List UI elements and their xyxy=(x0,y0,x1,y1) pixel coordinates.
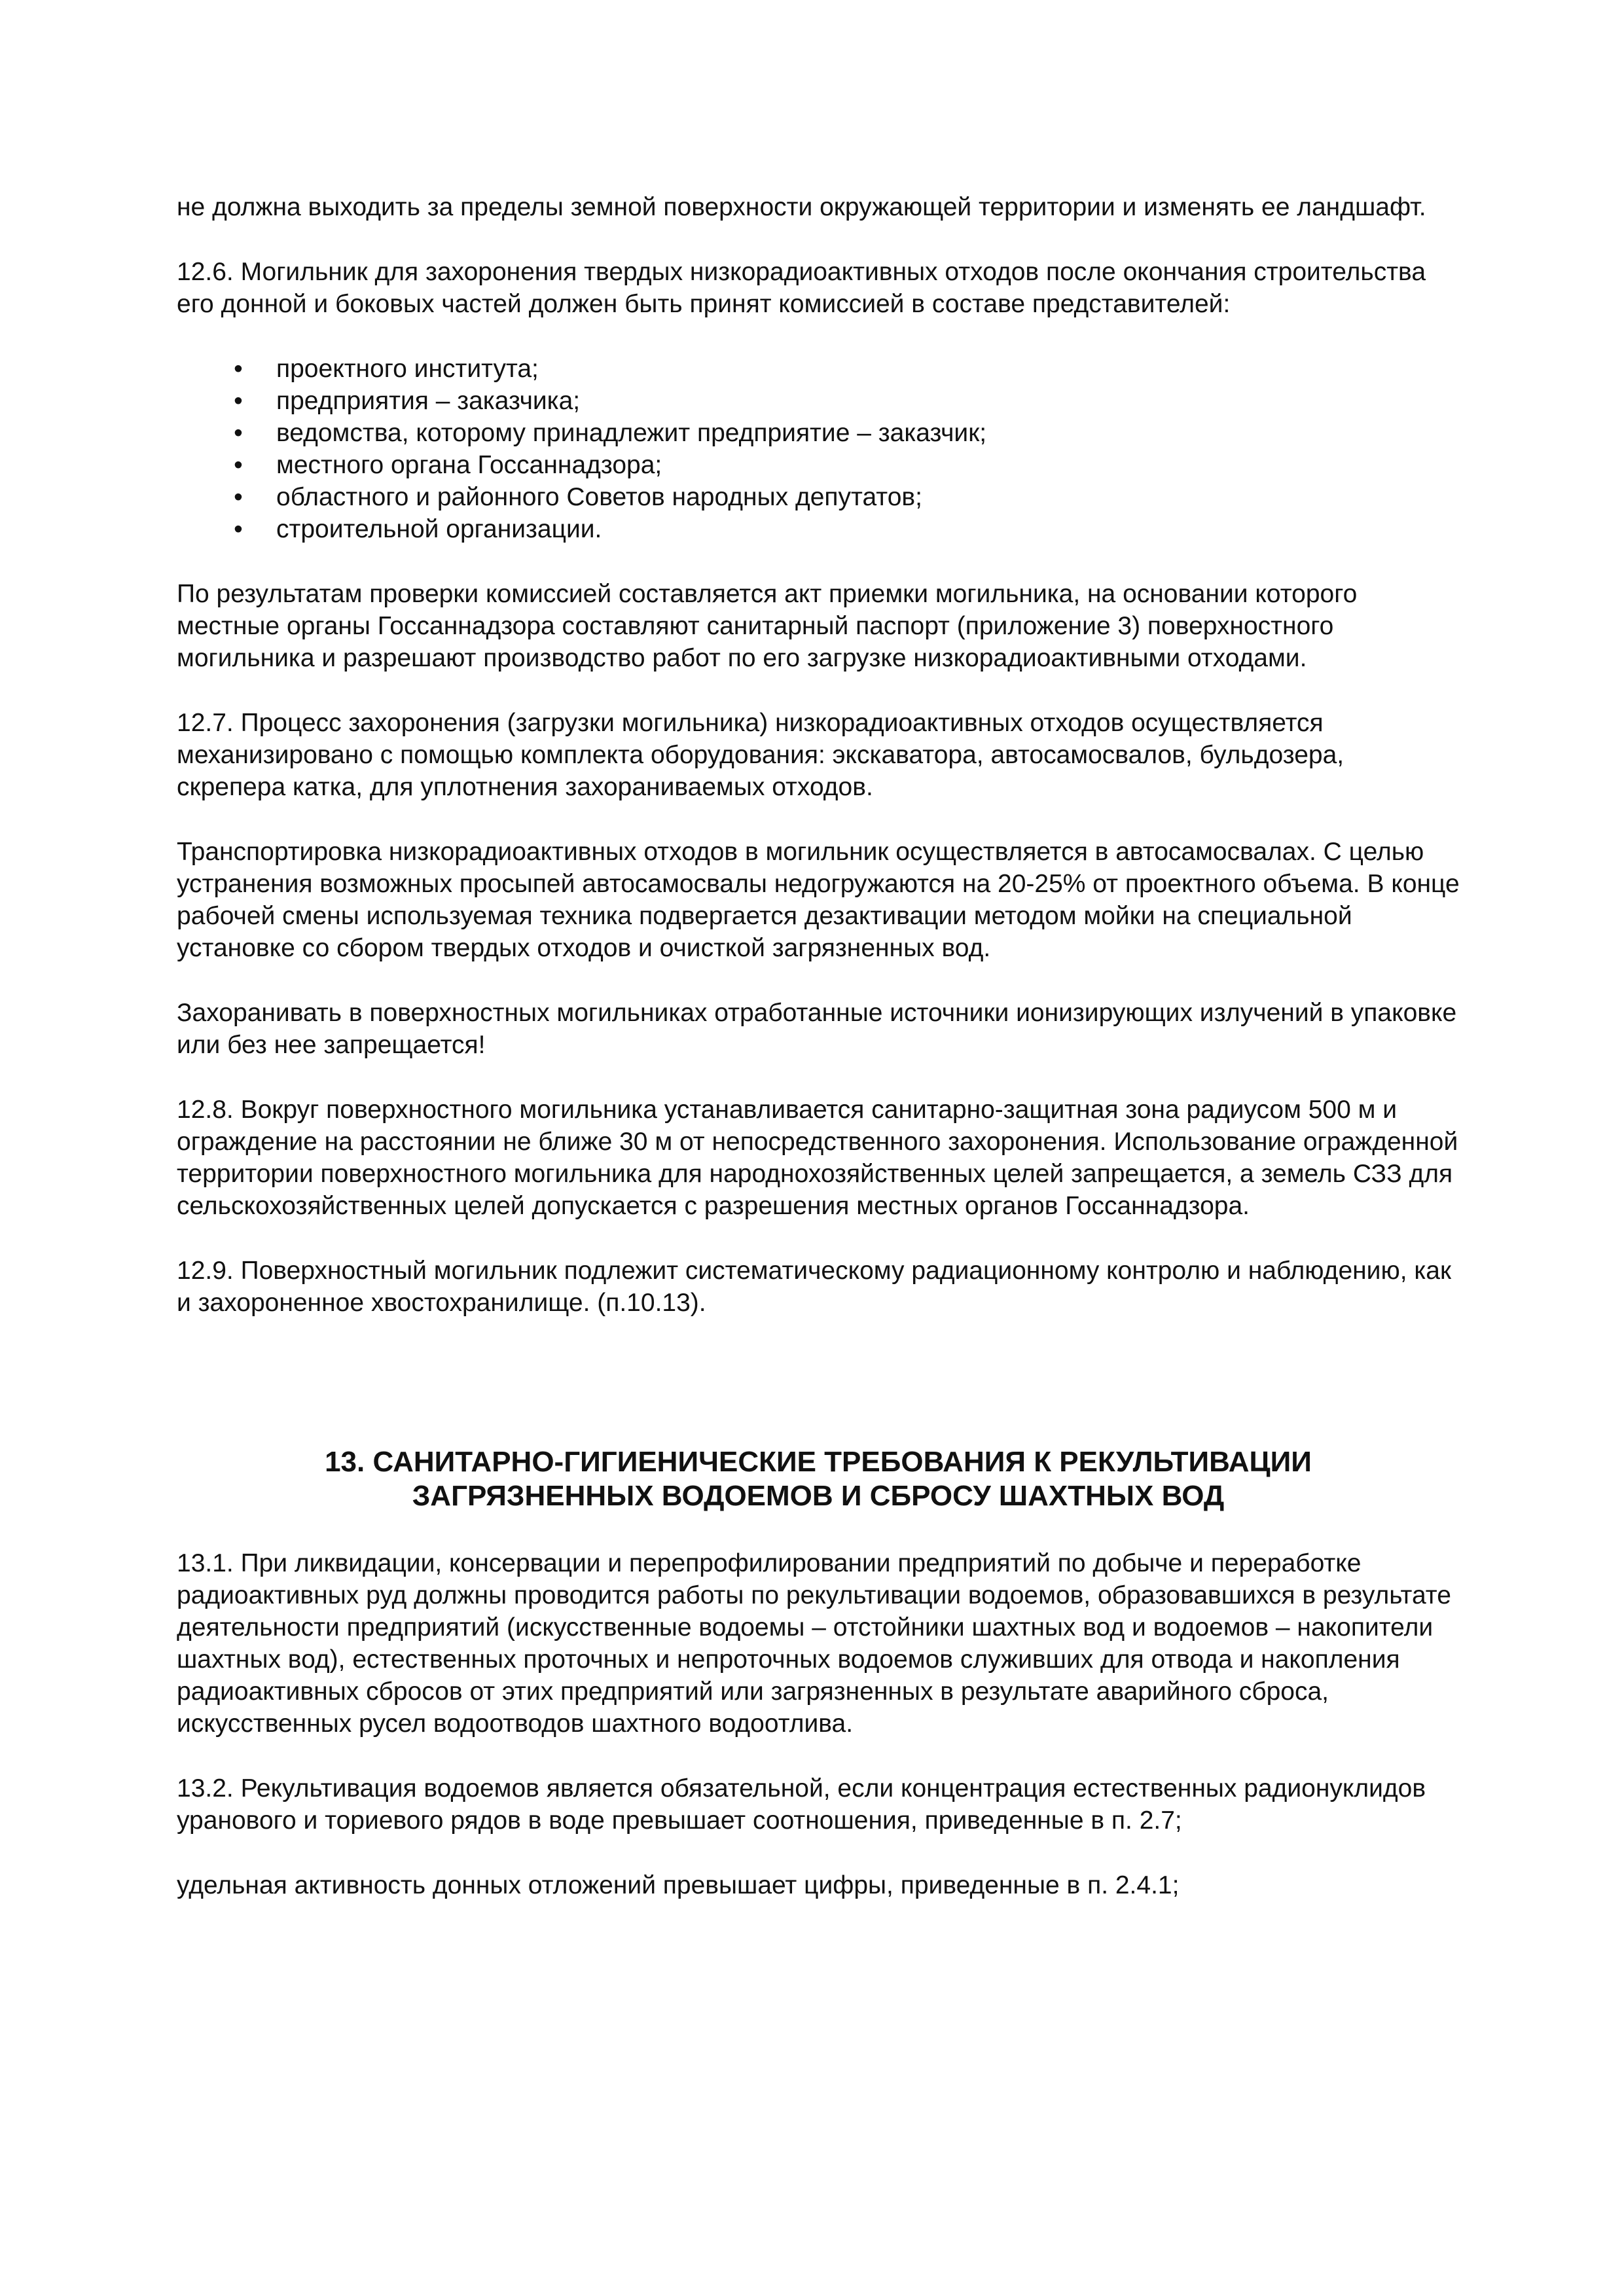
list-item xyxy=(177,481,1460,513)
paragraph-13-1: 13.1. При ликвидации, консервации и перепрофилировании предприятий по добыче и переработке радиоактивных руд должны проводится работы по рекультивации водоемов, образовавшихся в результате деятельности предприятий (искусственные водоемы – отстойники шахтных вод и водоемов – накопители шахтных вод), естественных проточных и непроточных водоемов служивших для отвода и накопления радиоактивных сбросов от этих предприятий или загрязненных в результате аварийного сброса, искусственных русел водоотводов шахтного водоотлива. xyxy=(177,1549,1451,1738)
document-page xyxy=(177,191,1460,1934)
list-item-text: местного органа Госсаннадзора; xyxy=(276,451,662,479)
bullet-icon: • xyxy=(234,355,243,383)
paragraph-landscape: не должна выходить за пределы земной поверхности окружающей территории и изменять ее ландшафт. xyxy=(177,193,1426,221)
heading-line-1: 13. САНИТАРНО-ГИГИЕНИЧЕСКИЕ ТРЕБОВАНИЯ К РЕКУЛЬТИВАЦИИ xyxy=(325,1446,1312,1478)
heading-line-2: ЗАГРЯЗНЕННЫХ ВОДОЕМОВ И СБРОСУ ШАХТНЫХ ВОД xyxy=(412,1480,1225,1512)
bullet-icon: • xyxy=(234,451,243,479)
bullet-icon: • xyxy=(234,419,243,447)
paragraph-acceptance-act: По результатам проверки комиссией составляется акт приемки могильника, на основании которого местные органы Госсаннадзора составляют санитарный паспорт (приложение 3) поверхностного могильника и разрешают производство работ по его загрузке низкорадиоактивными отходами. xyxy=(177,580,1358,672)
list-item-text: проектного института; xyxy=(276,355,539,383)
list-item xyxy=(177,449,1460,481)
list-item xyxy=(177,417,1460,449)
list-item xyxy=(177,513,1460,545)
paragraph-prohibition: Захоранивать в поверхностных могильниках отработанные источники ионизирующих излучений в упаковке или без нее запрещается! xyxy=(177,999,1457,1059)
list-item-text: областного и районного Советов народных депутатов; xyxy=(276,483,922,511)
bullet-icon: • xyxy=(234,515,243,543)
list-item-text: ведомства, которому принадлежит предприятие – заказчик; xyxy=(276,419,987,447)
list-item xyxy=(177,353,1460,385)
paragraph-13-2: 13.2. Рекультивация водоемов является обязательной, если концентрация естественных радионуклидов уранового и ториевого рядов в воде превышает соотношения, приведенные в п. 2.7; xyxy=(177,1774,1426,1835)
paragraph-12-8: 12.8. Вокруг поверхностного могильника устанавливается санитарно-защитная зона радиусом 500 м и ограждение на расстоянии не ближе 30 м от непосредственного захоронения. Использование огражденной территории поверхностного могильника для народнохозяйственных целей запрещается, а земель СЗЗ для сельскохозяйственных целей допускается с разрешения местных органов Госсаннадзора. xyxy=(177,1096,1458,1220)
paragraph-12-6: 12.6. Могильник для захоронения твердых низкорадиоактивных отходов после окончания строительства его донной и боковых частей должен быть принят комиссией в составе представителей: xyxy=(177,258,1426,318)
list-item-text: предприятия – заказчика; xyxy=(276,387,581,415)
commission-members-list xyxy=(177,353,1460,545)
paragraph-transport: Транспортировка низкорадиоактивных отходов в могильник осуществляется в автосамосвалах. С целью устранения возможных просыпей автосамосвалы недогружаются на 20-25% от проектного объема. В конце рабочей смены используемая техника подвергается дезактивации методом мойки на специальной установке со сбором твердых отходов и очисткой загрязненных вод. xyxy=(177,838,1460,962)
paragraph-12-9: 12.9. Поверхностный могильник подлежит систематическому радиационному контролю и наблюдению, как и захороненное хвостохранилище. (п.10.13). xyxy=(177,1257,1452,1317)
bullet-icon: • xyxy=(234,387,243,415)
bullet-icon: • xyxy=(234,483,243,511)
paragraph-12-7: 12.7. Процесс захоронения (загрузки могильника) низкорадиоактивных отходов осуществляется механизировано с помощью комплекта оборудования: экскаватора, автосамосвалов, бульдозера, скрепера катка, для уплотнения захораниваемых отходов. xyxy=(177,709,1344,801)
paragraph-sediment-activity: удельная активность донных отложений превышает цифры, приведенные в п. 2.4.1; xyxy=(177,1871,1180,1899)
list-item-text: строительной организации. xyxy=(276,515,602,543)
section-spacer xyxy=(177,1352,1460,1445)
section-heading-13 xyxy=(177,1445,1460,1513)
list-item xyxy=(177,385,1460,417)
